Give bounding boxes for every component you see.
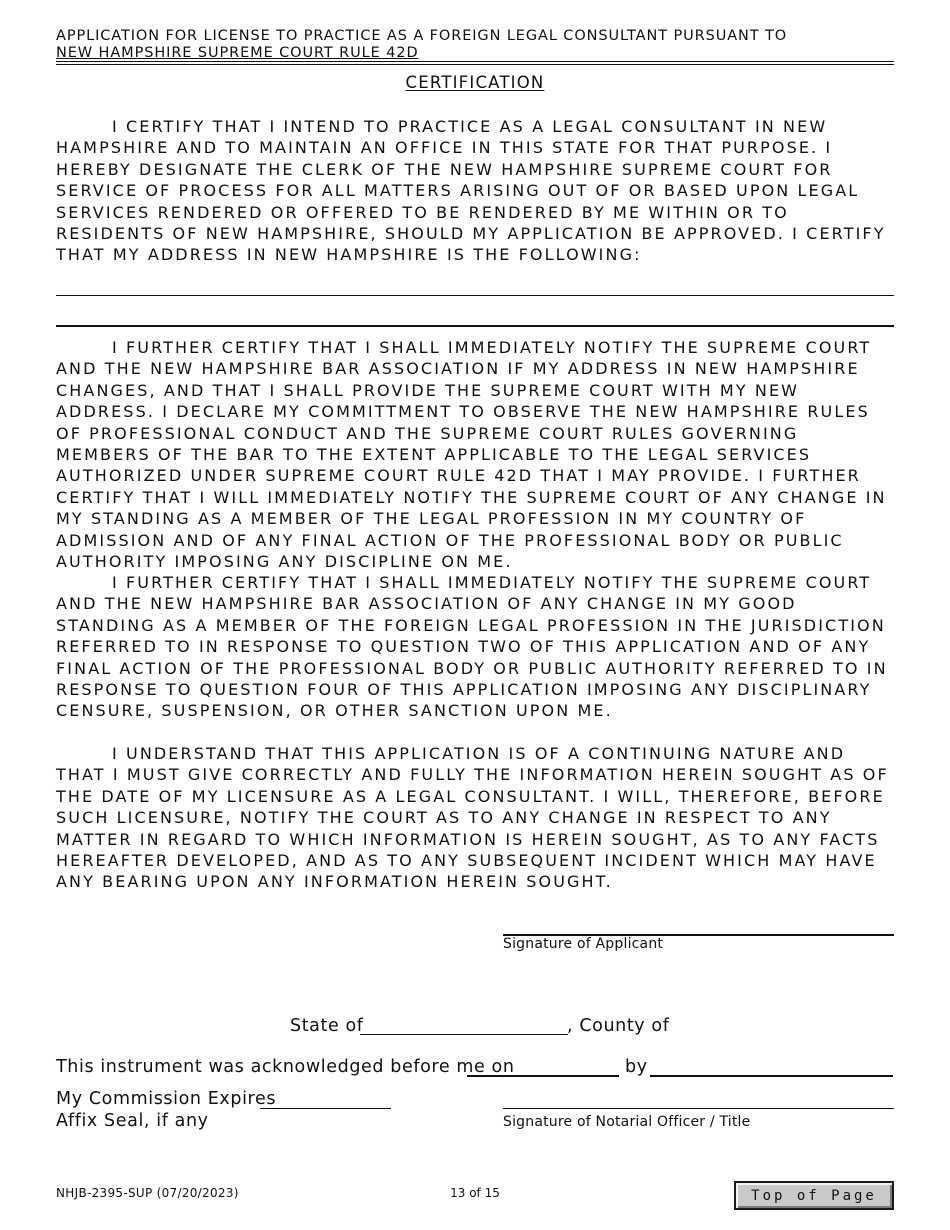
address-field-line-2[interactable]: [56, 325, 894, 327]
notary-signature-label: Signature of Notarial Officer / Title: [503, 1114, 751, 1130]
certification-paragraph-3: I FURTHER CERTIFY THAT I SHALL IMMEDIATELY NOTIFY THE SUPREME COURT AND THE NEW HAMPSHIRE BAR ASSOCIATION OF ANY CHANGE IN MY GOOD STANDING AS A MEMBER OF THE FOREIGN LEGAL PROFESSION IN THE JURISDICTION REFERRED TO IN RESPONSE TO QUESTION TWO OF THIS APPLICATION AND OF ANY FINAL ACTION OF THE PROFESSIONAL BODY OR PUBLIC AUTHORITY REFERRED TO IN RESPONSE TO QUESTION FOUR OF THIS APPLICATION IMPOSING ANY DISCIPLINARY CENSURE, SUSPENSION, OR OTHER SANCTION UPON ME.: [56, 573, 888, 721]
certification-paragraph-1: I CERTIFY THAT I INTEND TO PRACTICE AS A LEGAL CONSULTANT IN NEW HAMPSHIRE AND TO MAINTAIN AN OFFICE IN THIS STATE FOR THAT PURPOSE. I HEREBY DESIGNATE THE CLERK OF THE NEW HAMPSHIRE SUPREME COURT FOR SERVICE OF PROCESS FOR ALL MATTERS ARISING OUT OF OR BASED UPON LEGAL SERVICES RENDERED OR OFFERED TO BE RENDERED BY ME WITHIN OR TO RESIDENTS OF NEW HAMPSHIRE, SHOULD MY APPLICATION BE APPROVED. I CERTIFY THAT MY ADDRESS IN NEW HAMPSHIRE IS THE FOLLOWING:: [56, 117, 886, 265]
certification-paragraph-2: I FURTHER CERTIFY THAT I SHALL IMMEDIATELY NOTIFY THE SUPREME COURT AND THE NEW HAMPSHIRE BAR ASSOCIATION IF MY ADDRESS IN NEW HAMPSHIRE CHANGES, AND THAT I SHALL PROVIDE THE SUPREME COURT WITH MY NEW ADDRESS. I DECLARE MY COMMITTMENT TO OBSERVE THE NEW HAMPSHIRE RULES OF PROFESSIONAL CONDUCT AND THE SUPREME COURT RULES GOVERNING MEMBERS OF THE BAR TO THE EXTENT APPLICABLE TO THE LEGAL SERVICES AUTHORIZED UNDER SUPREME COURT RULE 42D THAT I MAY PROVIDE. I FURTHER CERTIFY THAT I WILL IMMEDIATELY NOTIFY THE SUPREME COURT OF ANY CHANGE IN MY STANDING AS A MEMBER OF THE LEGAL PROFESSION IN MY COUNTRY OF ADMISSION AND OF ANY FINAL ACTION OF THE PROFESSIONAL BODY OR PUBLIC AUTHORITY IMPOSING ANY DISCIPLINE ON ME.: [56, 338, 887, 572]
acknowledged-date-field[interactable]: [467, 1075, 619, 1077]
commission-expires-field[interactable]: [260, 1108, 391, 1109]
affix-seal-label: Affix Seal, if any: [56, 1111, 209, 1131]
notary-signature-field[interactable]: [503, 1108, 894, 1109]
form-header-line1: APPLICATION FOR LICENSE TO PRACTICE AS A FOREIGN LEGAL CONSULTANT PURSUANT TO: [56, 28, 788, 44]
header-rule: [56, 61, 894, 62]
acknowledged-label: This instrument was acknowledged before me on: [56, 1057, 515, 1077]
by-label: by: [625, 1057, 648, 1077]
county-label: , County of: [567, 1016, 670, 1036]
address-field-line-1[interactable]: [56, 295, 894, 296]
form-id: NHJB-2395-SUP (07/20/2023): [56, 1186, 239, 1200]
form-header-line2: NEW HAMPSHIRE SUPREME COURT RULE 42D: [56, 45, 419, 61]
header-rule: [56, 64, 894, 65]
page-number: 13 of 15: [450, 1186, 500, 1200]
applicant-signature-label: Signature of Applicant: [503, 936, 664, 952]
acknowledged-by-field[interactable]: [650, 1075, 893, 1077]
commission-expires-label: My Commission Expires: [56, 1089, 277, 1109]
page-title: CERTIFICATION: [405, 73, 545, 92]
state-label: State of: [290, 1016, 364, 1036]
certification-paragraph-4: I UNDERSTAND THAT THIS APPLICATION IS OF A CONTINUING NATURE AND THAT I MUST GIVE CORRECTLY AND FULLY THE INFORMATION HEREIN SOUGHT AS OF THE DATE OF MY LICENSURE AS A LEGAL CONSULTANT. I WILL, THEREFORE, BEFORE SUCH LICENSURE, NOTIFY THE COURT AS TO ANY CHANGE IN RESPECT TO ANY MATTER IN REGARD TO WHICH INFORMATION IS HEREIN SOUGHT, AS TO ANY FACTS HEREAFTER DEVELOPED, AND AS TO ANY SUBSEQUENT INCIDENT WHICH MAY HAVE ANY BEARING UPON ANY INFORMATION HEREIN SOUGHT.: [56, 744, 889, 892]
top-of-page-button[interactable]: Top of Page: [734, 1181, 894, 1210]
state-field[interactable]: [360, 1034, 568, 1035]
